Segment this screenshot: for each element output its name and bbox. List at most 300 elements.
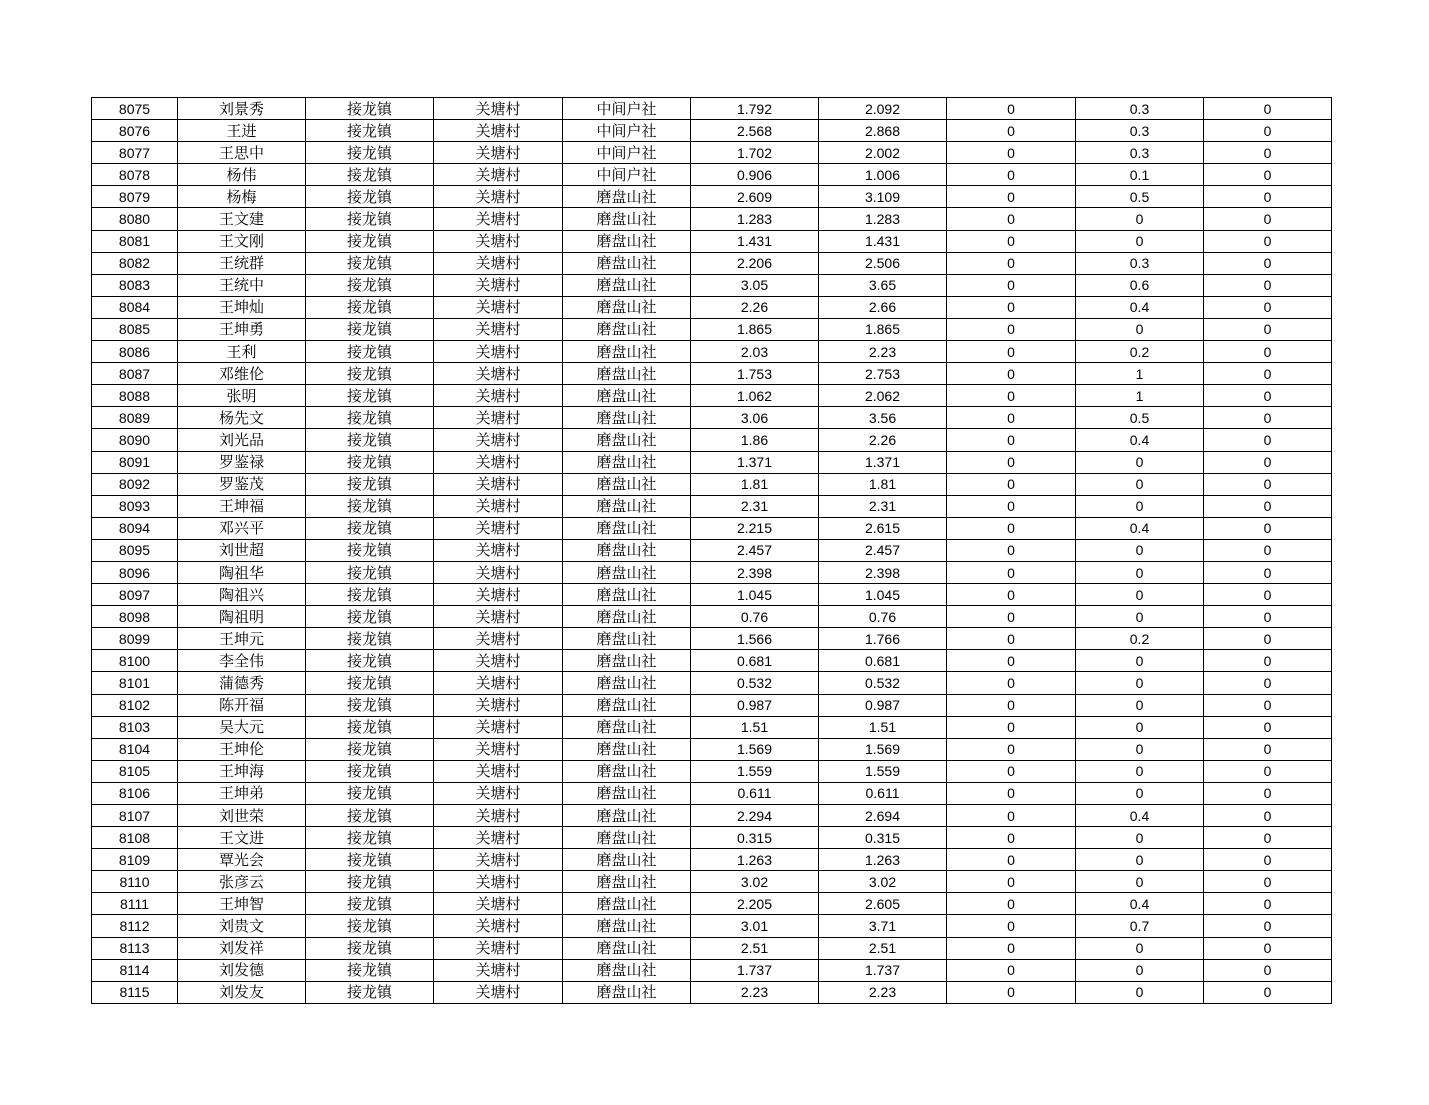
cell-town: 接龙镇 (306, 694, 434, 716)
cell-group: 磨盘山社 (563, 274, 691, 296)
table-row (92, 473, 1332, 495)
cell-value-c: 0 (947, 760, 1076, 782)
cell-value-c: 0 (947, 628, 1076, 650)
cell-value-a: 1.566 (691, 628, 819, 650)
cell-town: 接龙镇 (306, 584, 434, 606)
cell-value-b: 2.753 (819, 363, 947, 385)
cell-id: 8105 (92, 760, 178, 782)
cell-value-a: 2.398 (691, 561, 819, 583)
cell-group: 磨盘山社 (563, 782, 691, 804)
cell-value-b: 0.987 (819, 694, 947, 716)
cell-town: 接龙镇 (306, 716, 434, 738)
cell-group: 磨盘山社 (563, 186, 691, 208)
cell-value-d: 0.4 (1076, 429, 1204, 451)
cell-village: 关塘村 (434, 429, 563, 451)
cell-village: 关塘村 (434, 849, 563, 871)
cell-value-d: 0 (1076, 230, 1204, 252)
cell-name: 吴大元 (178, 716, 306, 738)
cell-value-e: 0 (1204, 407, 1332, 429)
cell-village: 关塘村 (434, 628, 563, 650)
cell-value-b: 1.51 (819, 716, 947, 738)
cell-id: 8108 (92, 827, 178, 849)
cell-value-c: 0 (947, 738, 1076, 760)
cell-value-a: 2.609 (691, 186, 819, 208)
cell-name: 王文进 (178, 827, 306, 849)
cell-value-b: 1.371 (819, 451, 947, 473)
cell-group: 中间户社 (563, 120, 691, 142)
cell-value-b: 1.006 (819, 164, 947, 186)
cell-value-b: 2.092 (819, 98, 947, 120)
cell-village: 关塘村 (434, 561, 563, 583)
cell-value-c: 0 (947, 473, 1076, 495)
cell-value-c: 0 (947, 451, 1076, 473)
cell-value-c: 0 (947, 893, 1076, 915)
cell-group: 磨盘山社 (563, 208, 691, 230)
cell-town: 接龙镇 (306, 495, 434, 517)
cell-name: 刘发德 (178, 959, 306, 981)
cell-group: 磨盘山社 (563, 539, 691, 561)
table-row (92, 407, 1332, 429)
cell-town: 接龙镇 (306, 252, 434, 274)
cell-value-c: 0 (947, 849, 1076, 871)
cell-village: 关塘村 (434, 937, 563, 959)
cell-value-a: 1.431 (691, 230, 819, 252)
table-row (92, 738, 1332, 760)
cell-value-a: 3.01 (691, 915, 819, 937)
cell-value-a: 2.206 (691, 252, 819, 274)
cell-value-d: 0.4 (1076, 296, 1204, 318)
cell-name: 刘光品 (178, 429, 306, 451)
cell-village: 关塘村 (434, 318, 563, 340)
cell-value-b: 1.431 (819, 230, 947, 252)
cell-value-e: 0 (1204, 561, 1332, 583)
cell-value-c: 0 (947, 716, 1076, 738)
cell-town: 接龙镇 (306, 385, 434, 407)
cell-value-b: 2.506 (819, 252, 947, 274)
cell-value-c: 0 (947, 981, 1076, 1003)
cell-town: 接龙镇 (306, 142, 434, 164)
cell-value-b: 0.681 (819, 650, 947, 672)
cell-town: 接龙镇 (306, 473, 434, 495)
table-row (92, 539, 1332, 561)
cell-village: 关塘村 (434, 120, 563, 142)
table-row (92, 716, 1332, 738)
data-table (91, 97, 1332, 1004)
cell-value-d: 0 (1076, 561, 1204, 583)
cell-value-b: 2.868 (819, 120, 947, 142)
cell-value-a: 3.06 (691, 407, 819, 429)
cell-value-c: 0 (947, 672, 1076, 694)
cell-value-a: 0.532 (691, 672, 819, 694)
cell-name: 刘世荣 (178, 805, 306, 827)
cell-value-e: 0 (1204, 208, 1332, 230)
cell-value-c: 0 (947, 871, 1076, 893)
cell-value-c: 0 (947, 164, 1076, 186)
cell-value-e: 0 (1204, 164, 1332, 186)
cell-value-a: 3.02 (691, 871, 819, 893)
cell-value-d: 0.3 (1076, 120, 1204, 142)
cell-value-d: 0 (1076, 495, 1204, 517)
cell-value-c: 0 (947, 142, 1076, 164)
cell-id: 8111 (92, 893, 178, 915)
cell-name: 王统群 (178, 252, 306, 274)
table-row (92, 584, 1332, 606)
cell-group: 磨盘山社 (563, 981, 691, 1003)
cell-value-e: 0 (1204, 805, 1332, 827)
cell-id: 8083 (92, 274, 178, 296)
cell-village: 关塘村 (434, 341, 563, 363)
cell-value-c: 0 (947, 495, 1076, 517)
cell-id: 8079 (92, 186, 178, 208)
cell-name: 王文建 (178, 208, 306, 230)
cell-name: 邓兴平 (178, 517, 306, 539)
cell-id: 8104 (92, 738, 178, 760)
cell-value-e: 0 (1204, 760, 1332, 782)
cell-value-c: 0 (947, 296, 1076, 318)
cell-id: 8107 (92, 805, 178, 827)
cell-value-b: 2.23 (819, 981, 947, 1003)
cell-village: 关塘村 (434, 98, 563, 120)
cell-id: 8115 (92, 981, 178, 1003)
cell-name: 覃光会 (178, 849, 306, 871)
cell-value-e: 0 (1204, 429, 1332, 451)
cell-village: 关塘村 (434, 252, 563, 274)
cell-value-d: 0 (1076, 473, 1204, 495)
cell-village: 关塘村 (434, 827, 563, 849)
cell-town: 接龙镇 (306, 363, 434, 385)
cell-value-d: 0.1 (1076, 164, 1204, 186)
cell-value-a: 1.86 (691, 429, 819, 451)
cell-id: 8101 (92, 672, 178, 694)
cell-group: 磨盘山社 (563, 606, 691, 628)
cell-town: 接龙镇 (306, 98, 434, 120)
cell-value-b: 1.283 (819, 208, 947, 230)
table-row (92, 871, 1332, 893)
cell-value-d: 1 (1076, 385, 1204, 407)
table-row (92, 561, 1332, 583)
cell-value-a: 0.76 (691, 606, 819, 628)
cell-name: 王坤伦 (178, 738, 306, 760)
cell-name: 刘发祥 (178, 937, 306, 959)
cell-value-e: 0 (1204, 385, 1332, 407)
cell-value-b: 2.615 (819, 517, 947, 539)
cell-value-e: 0 (1204, 186, 1332, 208)
cell-group: 磨盘山社 (563, 628, 691, 650)
cell-id: 8084 (92, 296, 178, 318)
cell-town: 接龙镇 (306, 937, 434, 959)
cell-id: 8097 (92, 584, 178, 606)
cell-name: 张明 (178, 385, 306, 407)
table-row (92, 849, 1332, 871)
cell-id: 8098 (92, 606, 178, 628)
table-row (92, 937, 1332, 959)
cell-value-c: 0 (947, 782, 1076, 804)
cell-name: 王坤元 (178, 628, 306, 650)
cell-value-a: 1.753 (691, 363, 819, 385)
cell-name: 刘景秀 (178, 98, 306, 120)
cell-town: 接龙镇 (306, 915, 434, 937)
cell-id: 8110 (92, 871, 178, 893)
cell-group: 磨盘山社 (563, 473, 691, 495)
cell-group: 磨盘山社 (563, 738, 691, 760)
cell-value-b: 2.457 (819, 539, 947, 561)
cell-value-b: 0.611 (819, 782, 947, 804)
cell-name: 陶祖华 (178, 561, 306, 583)
cell-value-a: 2.26 (691, 296, 819, 318)
cell-id: 8087 (92, 363, 178, 385)
cell-name: 蒲德秀 (178, 672, 306, 694)
cell-value-e: 0 (1204, 451, 1332, 473)
cell-value-e: 0 (1204, 363, 1332, 385)
cell-name: 罗鉴禄 (178, 451, 306, 473)
cell-value-d: 0 (1076, 672, 1204, 694)
cell-id: 8109 (92, 849, 178, 871)
table-row (92, 274, 1332, 296)
cell-value-d: 0 (1076, 959, 1204, 981)
cell-value-e: 0 (1204, 142, 1332, 164)
cell-town: 接龙镇 (306, 274, 434, 296)
cell-value-c: 0 (947, 805, 1076, 827)
table-row (92, 120, 1332, 142)
cell-id: 8076 (92, 120, 178, 142)
cell-id: 8091 (92, 451, 178, 473)
cell-value-c: 0 (947, 120, 1076, 142)
cell-value-a: 0.611 (691, 782, 819, 804)
cell-value-a: 2.23 (691, 981, 819, 1003)
cell-village: 关塘村 (434, 893, 563, 915)
cell-value-a: 1.371 (691, 451, 819, 473)
cell-value-a: 1.559 (691, 760, 819, 782)
cell-value-c: 0 (947, 827, 1076, 849)
cell-group: 磨盘山社 (563, 517, 691, 539)
cell-value-e: 0 (1204, 230, 1332, 252)
table-row (92, 318, 1332, 340)
cell-id: 8106 (92, 782, 178, 804)
cell-value-d: 0 (1076, 539, 1204, 561)
cell-value-b: 2.26 (819, 429, 947, 451)
cell-value-d: 0 (1076, 827, 1204, 849)
cell-value-d: 0 (1076, 782, 1204, 804)
cell-value-b: 2.605 (819, 893, 947, 915)
cell-value-d: 0.7 (1076, 915, 1204, 937)
table-row (92, 694, 1332, 716)
cell-value-d: 0 (1076, 738, 1204, 760)
table-row (92, 650, 1332, 672)
cell-value-c: 0 (947, 650, 1076, 672)
cell-value-d: 0 (1076, 451, 1204, 473)
cell-value-d: 1 (1076, 363, 1204, 385)
cell-id: 8089 (92, 407, 178, 429)
cell-value-d: 0.5 (1076, 186, 1204, 208)
cell-value-b: 3.56 (819, 407, 947, 429)
cell-value-e: 0 (1204, 517, 1332, 539)
cell-group: 磨盘山社 (563, 495, 691, 517)
cell-value-d: 0 (1076, 584, 1204, 606)
cell-value-e: 0 (1204, 650, 1332, 672)
cell-village: 关塘村 (434, 274, 563, 296)
table-row (92, 959, 1332, 981)
cell-value-a: 1.062 (691, 385, 819, 407)
table-row (92, 915, 1332, 937)
cell-value-e: 0 (1204, 584, 1332, 606)
cell-value-d: 0 (1076, 208, 1204, 230)
cell-village: 关塘村 (434, 473, 563, 495)
table-row (92, 981, 1332, 1003)
cell-value-b: 3.109 (819, 186, 947, 208)
cell-value-e: 0 (1204, 782, 1332, 804)
cell-value-a: 0.681 (691, 650, 819, 672)
cell-value-d: 0 (1076, 871, 1204, 893)
cell-value-d: 0.3 (1076, 98, 1204, 120)
cell-id: 8112 (92, 915, 178, 937)
cell-town: 接龙镇 (306, 318, 434, 340)
cell-town: 接龙镇 (306, 120, 434, 142)
cell-village: 关塘村 (434, 871, 563, 893)
cell-value-b: 1.569 (819, 738, 947, 760)
cell-name: 罗鉴茂 (178, 473, 306, 495)
cell-town: 接龙镇 (306, 606, 434, 628)
cell-value-d: 0 (1076, 606, 1204, 628)
cell-value-c: 0 (947, 517, 1076, 539)
cell-value-d: 0.4 (1076, 805, 1204, 827)
cell-village: 关塘村 (434, 915, 563, 937)
cell-name: 李全伟 (178, 650, 306, 672)
cell-value-d: 0.2 (1076, 341, 1204, 363)
cell-village: 关塘村 (434, 716, 563, 738)
cell-village: 关塘村 (434, 186, 563, 208)
cell-value-e: 0 (1204, 628, 1332, 650)
cell-value-b: 3.02 (819, 871, 947, 893)
cell-town: 接龙镇 (306, 628, 434, 650)
cell-value-e: 0 (1204, 539, 1332, 561)
cell-town: 接龙镇 (306, 760, 434, 782)
cell-town: 接龙镇 (306, 849, 434, 871)
cell-value-d: 0 (1076, 716, 1204, 738)
cell-name: 杨先文 (178, 407, 306, 429)
table-row (92, 517, 1332, 539)
cell-village: 关塘村 (434, 296, 563, 318)
cell-name: 刘发友 (178, 981, 306, 1003)
cell-value-a: 1.702 (691, 142, 819, 164)
cell-group: 磨盘山社 (563, 429, 691, 451)
cell-group: 磨盘山社 (563, 252, 691, 274)
cell-value-e: 0 (1204, 915, 1332, 937)
table-row (92, 363, 1332, 385)
cell-value-e: 0 (1204, 937, 1332, 959)
cell-id: 8075 (92, 98, 178, 120)
cell-value-c: 0 (947, 959, 1076, 981)
table-row (92, 164, 1332, 186)
cell-value-e: 0 (1204, 959, 1332, 981)
cell-name: 杨伟 (178, 164, 306, 186)
cell-name: 王坤勇 (178, 318, 306, 340)
cell-value-c: 0 (947, 363, 1076, 385)
table-row (92, 672, 1332, 694)
cell-name: 王坤弟 (178, 782, 306, 804)
table-row (92, 208, 1332, 230)
cell-value-b: 2.31 (819, 495, 947, 517)
cell-value-b: 3.71 (819, 915, 947, 937)
cell-group: 磨盘山社 (563, 318, 691, 340)
cell-value-a: 1.792 (691, 98, 819, 120)
cell-value-e: 0 (1204, 827, 1332, 849)
cell-value-a: 2.457 (691, 539, 819, 561)
cell-value-b: 2.002 (819, 142, 947, 164)
cell-value-b: 1.81 (819, 473, 947, 495)
cell-group: 磨盘山社 (563, 805, 691, 827)
cell-value-b: 0.532 (819, 672, 947, 694)
cell-group: 磨盘山社 (563, 584, 691, 606)
cell-village: 关塘村 (434, 495, 563, 517)
cell-value-e: 0 (1204, 981, 1332, 1003)
cell-town: 接龙镇 (306, 517, 434, 539)
cell-value-d: 0.4 (1076, 517, 1204, 539)
cell-value-e: 0 (1204, 606, 1332, 628)
cell-id: 8114 (92, 959, 178, 981)
cell-town: 接龙镇 (306, 871, 434, 893)
cell-value-b: 1.045 (819, 584, 947, 606)
cell-value-c: 0 (947, 606, 1076, 628)
cell-village: 关塘村 (434, 451, 563, 473)
cell-value-c: 0 (947, 186, 1076, 208)
cell-town: 接龙镇 (306, 230, 434, 252)
cell-village: 关塘村 (434, 517, 563, 539)
cell-name: 王坤福 (178, 495, 306, 517)
cell-group: 磨盘山社 (563, 915, 691, 937)
cell-id: 8081 (92, 230, 178, 252)
cell-value-a: 2.294 (691, 805, 819, 827)
cell-value-e: 0 (1204, 893, 1332, 915)
cell-town: 接龙镇 (306, 959, 434, 981)
cell-village: 关塘村 (434, 385, 563, 407)
cell-group: 磨盘山社 (563, 341, 691, 363)
table-row (92, 142, 1332, 164)
cell-name: 邓维伦 (178, 363, 306, 385)
cell-value-e: 0 (1204, 871, 1332, 893)
cell-value-b: 1.865 (819, 318, 947, 340)
cell-value-c: 0 (947, 584, 1076, 606)
cell-village: 关塘村 (434, 981, 563, 1003)
cell-value-e: 0 (1204, 672, 1332, 694)
cell-value-d: 0 (1076, 694, 1204, 716)
cell-value-a: 1.263 (691, 849, 819, 871)
cell-town: 接龙镇 (306, 805, 434, 827)
cell-value-e: 0 (1204, 341, 1332, 363)
cell-value-b: 2.398 (819, 561, 947, 583)
cell-town: 接龙镇 (306, 296, 434, 318)
cell-group: 磨盘山社 (563, 694, 691, 716)
cell-id: 8077 (92, 142, 178, 164)
table-row (92, 252, 1332, 274)
cell-value-e: 0 (1204, 296, 1332, 318)
cell-value-c: 0 (947, 407, 1076, 429)
cell-value-b: 1.263 (819, 849, 947, 871)
cell-id: 8095 (92, 539, 178, 561)
cell-value-a: 2.51 (691, 937, 819, 959)
cell-group: 磨盘山社 (563, 385, 691, 407)
cell-value-d: 0 (1076, 981, 1204, 1003)
cell-value-b: 0.315 (819, 827, 947, 849)
cell-group: 中间户社 (563, 98, 691, 120)
cell-name: 张彦云 (178, 871, 306, 893)
cell-value-a: 1.81 (691, 473, 819, 495)
cell-town: 接龙镇 (306, 738, 434, 760)
cell-name: 陈开福 (178, 694, 306, 716)
cell-value-e: 0 (1204, 738, 1332, 760)
cell-town: 接龙镇 (306, 186, 434, 208)
table-row (92, 495, 1332, 517)
cell-group: 磨盘山社 (563, 363, 691, 385)
